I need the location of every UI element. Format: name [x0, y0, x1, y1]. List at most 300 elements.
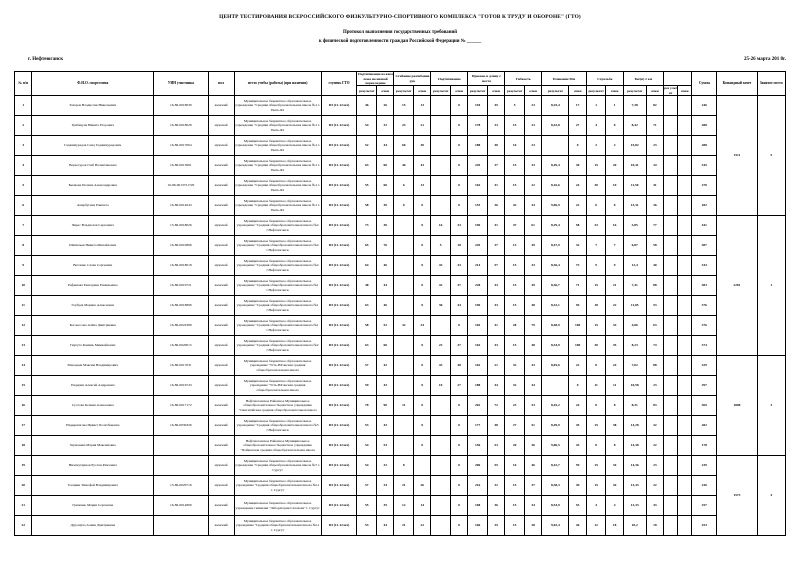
- cell-event-value-11: 32: [569, 236, 586, 256]
- cell-sex: женский: [208, 296, 234, 316]
- cell-name: Заушанева Мария Максимовна: [32, 436, 154, 456]
- cell-event-value-1: 43: [377, 376, 394, 396]
- cell-index: 13: [15, 336, 32, 356]
- cell-event-value-17: [678, 516, 692, 536]
- table-row: [15, 416, 786, 436]
- cell-org: Муниципальное бюджетное образовательное учреждение "Средняя общеобразовательная школа №1 г. Пыть-Ях: [234, 116, 321, 136]
- cell-step: III (11-12лет): [321, 496, 357, 516]
- cell-event-value-14: 7,41: [623, 276, 646, 296]
- cell-event-value-16: [664, 316, 678, 336]
- cell-event-value-13: 22: [606, 296, 623, 316]
- cell-index: 11: [15, 296, 32, 316]
- cell-event-value-10: 8,32,1: [542, 296, 569, 316]
- cell-uin: 16-86-0022389: [154, 316, 208, 336]
- cell-event-value-17: [678, 236, 692, 256]
- sub-pts-7: очки: [646, 86, 663, 96]
- cell-step: III (11-12лет): [321, 456, 357, 476]
- cell-event-value-9: 61: [524, 216, 541, 236]
- cell-index: 22: [15, 516, 32, 536]
- cell-event-value-16: [664, 476, 678, 496]
- cell-step: III (11-12лет): [321, 316, 357, 336]
- cell-event-value-3: 0: [414, 216, 431, 236]
- cell-event-value-10: 8,36,7: [542, 276, 569, 296]
- cell-event-value-12: 33: [586, 216, 606, 236]
- cell-event-value-14: 10,2: [623, 516, 646, 536]
- cell-event-value-17: [678, 276, 692, 296]
- cell-event-value-7: 41: [487, 216, 504, 236]
- cell-event-value-12: 1: [586, 96, 606, 116]
- cell-event-value-9: 48: [524, 336, 541, 356]
- cell-event-value-4: [431, 496, 451, 516]
- cell-event-value-17: [678, 376, 692, 396]
- cell-event-value-3: 0: [414, 396, 431, 416]
- cell-event-value-13: 34: [606, 456, 623, 476]
- cell-event-value-3: [414, 456, 431, 476]
- cell-event-value-10: 9,02,4: [542, 516, 569, 536]
- cell-uin: 16-86-0018029: [154, 116, 208, 136]
- cell-event-value-13: 11: [606, 376, 623, 396]
- cell-event-value-11: 0: [569, 136, 586, 156]
- cell-name: Гриченко Мария Сергеевна: [32, 496, 154, 516]
- cell-event-value-7: 41: [487, 316, 504, 336]
- cell-event-value-16: [664, 156, 678, 176]
- cell-event-value-2: [394, 416, 414, 436]
- cell-event-value-7: 37: [487, 156, 504, 176]
- cell-event-value-9: 53: [524, 396, 541, 416]
- cell-event-value-2: 21: [394, 516, 414, 536]
- table-row: [15, 356, 786, 376]
- cell-event-value-8: 32: [505, 376, 525, 396]
- cell-event-value-4: 43: [431, 256, 451, 276]
- cell-event-value-0: 58: [357, 196, 377, 216]
- table-row: [15, 376, 786, 396]
- cell-event-value-8: 15: [505, 336, 525, 356]
- cell-step: III (11-12лет): [321, 416, 357, 436]
- cell-event-value-1: 46: [377, 256, 394, 276]
- cell-event-value-7: 43: [487, 336, 504, 356]
- cell-sum: 253: [692, 516, 717, 536]
- cell-event-value-10: 8,45,2: [542, 396, 569, 416]
- cell-event-value-4: [431, 116, 451, 136]
- cell-event-value-5: 0: [450, 476, 467, 496]
- cell-event-value-14: 7,38: [623, 96, 646, 116]
- cell-event-value-2: [394, 356, 414, 376]
- sub-res-3: результат: [468, 86, 488, 96]
- cell-event-value-4: 43: [431, 356, 451, 376]
- cell-event-value-5: 44: [450, 296, 467, 316]
- cell-event-value-8: 20: [505, 436, 525, 456]
- cell-org: Муниципальное бюджетное образовательное учреждение "Средняя общеобразовательная школа №1 г. Пыть-Ях: [234, 196, 321, 216]
- cell-event-value-5: 0: [450, 416, 467, 436]
- cell-event-value-0: 54: [357, 116, 377, 136]
- cell-event-value-13: 16: [606, 216, 623, 236]
- cell-event-value-2: [394, 296, 414, 316]
- col-sum: Сумма: [692, 72, 717, 96]
- cell-sex: мужской: [208, 116, 234, 136]
- cell-name: Амербугина Равшета: [32, 196, 154, 216]
- cell-event-value-15: 23: [646, 136, 663, 156]
- cell-event-value-11: 0: [569, 376, 586, 396]
- col-event-8: [664, 72, 692, 86]
- cell-event-value-17: [678, 396, 692, 416]
- cell-index: 14: [15, 356, 32, 376]
- cell-event-value-1: 44: [377, 276, 394, 296]
- cell-sex: мужской: [208, 216, 234, 236]
- cell-event-value-14: 7,02: [623, 356, 646, 376]
- cell-event-value-17: [678, 416, 692, 436]
- document-page: [0, 14, 800, 580]
- cell-event-value-10: 8,34,9: [542, 336, 569, 356]
- cell-event-value-6: 196: [468, 216, 488, 236]
- table-row: [15, 216, 786, 236]
- cell-sum: 288: [692, 116, 717, 136]
- table-head: [15, 72, 786, 96]
- cell-event-value-9: 37: [524, 476, 541, 496]
- cell-event-value-10: 9,06,5: [542, 436, 569, 456]
- cell-event-value-14: 4,06: [623, 316, 646, 336]
- cell-event-value-4: [431, 436, 451, 456]
- cell-event-value-3: 0: [414, 356, 431, 376]
- cell-event-value-10: 8,36,4: [542, 256, 569, 276]
- cell-event-value-4: 5: [431, 236, 451, 256]
- cell-event-value-3: 34: [414, 316, 431, 336]
- cell-event-value-11: 45: [569, 416, 586, 436]
- cell-event-value-1: 43: [377, 416, 394, 436]
- cell-event-value-16: [664, 116, 678, 136]
- cell-event-value-4: [431, 196, 451, 216]
- cell-sex: женский: [208, 156, 234, 176]
- cell-sex: мужской: [208, 256, 234, 276]
- cell-name: Захаров Владислав Николаевич: [32, 96, 154, 116]
- cell-event-value-3: 30: [414, 136, 431, 156]
- cell-event-value-8: 28: [505, 316, 525, 336]
- cell-event-value-9: 28: [524, 516, 541, 536]
- cell-uin: 16-86-0014043: [154, 196, 208, 216]
- cell-uin: 13-86-0018026: [154, 216, 208, 236]
- cell-event-value-7: 45: [487, 96, 504, 116]
- cell-name: Падерин Алексей Андреевич: [32, 376, 154, 396]
- header-row-top: [15, 72, 786, 86]
- cell-event-value-13: 1: [606, 96, 623, 116]
- cell-event-value-2: [394, 436, 414, 456]
- cell-event-value-0: 54: [357, 456, 377, 476]
- col-uin: УИН участника: [154, 72, 208, 96]
- cell-event-value-16: [664, 236, 678, 256]
- cell-uin: 16-86-0010866: [154, 236, 208, 256]
- cell-event-value-13: 2: [606, 136, 623, 156]
- cell-event-value-7: 57: [487, 256, 504, 276]
- cell-event-value-14: 12,33: [623, 496, 646, 516]
- cell-step: III (11-12лет): [321, 156, 357, 176]
- cell-event-value-14: 14,36: [623, 456, 646, 476]
- cell-event-value-1: 26: [377, 96, 394, 116]
- cell-sex: мужской: [208, 336, 234, 356]
- cell-index: 19: [15, 456, 32, 476]
- cell-event-value-14: 6,87: [623, 236, 646, 256]
- cell-event-value-2: 12: [394, 496, 414, 516]
- cell-sex: женский: [208, 396, 234, 416]
- table-row: [15, 276, 786, 296]
- cell-event-value-15: 22: [646, 436, 663, 456]
- cell-sex: женский: [208, 516, 234, 536]
- table-row: [15, 136, 786, 156]
- cell-step: III (11-12лет): [321, 96, 357, 116]
- cell-event-value-1: 44: [377, 516, 394, 536]
- cell-event-value-16: [664, 196, 678, 216]
- cell-event-value-10: 8,05,6: [542, 356, 569, 376]
- cell-sex: женский: [208, 276, 234, 296]
- cell-event-value-5: 43: [450, 256, 467, 276]
- cell-event-value-3: 0: [414, 236, 431, 256]
- cell-event-value-12: 30: [586, 336, 606, 356]
- date-label: 25-26 марта 201 8г.: [744, 57, 786, 63]
- cell-index: 15: [15, 376, 32, 396]
- cell-event-value-11: 22: [569, 196, 586, 216]
- cell-event-value-0: 46: [357, 96, 377, 116]
- cell-org: Муниципальное бюджетное образовательное учреждение "Средняя общеобразовательная школа №1 г.Нефтеюганск: [234, 296, 321, 316]
- cell-event-value-15: 88: [646, 276, 663, 296]
- table-row: [15, 196, 786, 216]
- table-row: [15, 96, 786, 116]
- cell-event-value-15: 41: [646, 176, 663, 196]
- cell-event-value-9: 79: [524, 316, 541, 336]
- cell-event-value-5: 18: [450, 236, 467, 256]
- cell-event-value-7: 33: [487, 116, 504, 136]
- cell-event-value-5: 37: [450, 336, 467, 356]
- cell-event-value-10: 8,42,7: [542, 456, 569, 476]
- cell-event-value-9: 49: [524, 236, 541, 256]
- cell-event-value-15: 23: [646, 376, 663, 396]
- cell-event-value-8: 32: [505, 356, 525, 376]
- cell-sex: женский: [208, 416, 234, 436]
- cell-event-value-9: 33: [524, 256, 541, 276]
- cell-event-value-16: [664, 356, 678, 376]
- cell-event-value-13: 21: [606, 276, 623, 296]
- cell-event-value-13: 38: [606, 416, 623, 436]
- cell-event-value-2: 24: [394, 116, 414, 136]
- cell-event-value-6: 214: [468, 256, 488, 276]
- cell-event-value-17: [678, 196, 692, 216]
- cell-event-value-8: 5: [505, 96, 525, 116]
- subtitle-line-2: к физической подготовленности граждан Российской Федерации № ______: [318, 39, 482, 45]
- cell-uin: 16-86-0018030: [154, 96, 208, 116]
- cell-event-value-17: [678, 116, 692, 136]
- cell-event-value-1: 44: [377, 136, 394, 156]
- cell-event-value-12: 15: [586, 456, 606, 476]
- cell-event-value-8: 15: [505, 296, 525, 316]
- cell-event-value-7: 40: [487, 136, 504, 156]
- cell-event-value-3: 0: [414, 256, 431, 276]
- cell-event-value-1: 90: [377, 396, 394, 416]
- cell-name: Шапильев Никита Михайлович: [32, 236, 154, 256]
- cell-event-value-15: 34: [646, 156, 663, 176]
- cell-event-value-11: 46: [569, 516, 586, 536]
- cell-uin: 16-86-0013991: [154, 156, 208, 176]
- cell-event-value-7: 36: [487, 496, 504, 516]
- cell-org: Муниципальное бюджетное образовательное учреждение "Средняя общеобразовательная школа №4 г.Нефтеюганск: [234, 236, 321, 256]
- cell-event-value-3: 14: [414, 496, 431, 516]
- cell-step: III (11-12лет): [321, 336, 357, 356]
- cell-event-value-5: 33: [450, 216, 467, 236]
- cell-index: 5: [15, 176, 32, 196]
- cell-event-value-7: 44: [487, 376, 504, 396]
- cell-event-value-14: 3,85: [623, 216, 646, 236]
- cell-event-value-6: 153: [468, 196, 488, 216]
- cell-event-value-2: 8: [394, 456, 414, 476]
- cell-org: Нефтеюганское Районное Муниципальное общеобразовательное бюджетное учреждение "Пойковская средняя общеобразовательная школа: [234, 436, 321, 456]
- cell-uin: [154, 436, 208, 456]
- col-event-6: Стрельба: [586, 72, 623, 86]
- cell-event-value-5: 48: [450, 356, 467, 376]
- cell-event-value-7: 53: [487, 436, 504, 456]
- col-place: Занятое место: [757, 72, 786, 96]
- cell-event-value-5: 0: [450, 396, 467, 416]
- cell-event-value-8: 15: [505, 256, 525, 276]
- sub-pts-6: очки: [606, 86, 623, 96]
- cell-team-place: 1: [757, 216, 786, 356]
- cell-step: III (11-12лет): [321, 116, 357, 136]
- cell-event-value-11: 53: [569, 496, 586, 516]
- cell-sum: 178: [692, 436, 717, 456]
- cell-event-value-9: 43: [524, 356, 541, 376]
- cell-sex: мужской: [208, 236, 234, 256]
- cell-sex: мужской: [208, 376, 234, 396]
- cell-event-value-16: [664, 256, 678, 276]
- cell-event-value-15: 58: [646, 236, 663, 256]
- cell-index: 8: [15, 236, 32, 256]
- cell-event-value-0: 63: [357, 336, 377, 356]
- cell-event-value-10: [542, 376, 569, 396]
- cell-event-value-5: 0: [450, 456, 467, 476]
- cell-event-value-16: [664, 136, 678, 156]
- cell-name: Суслова Ксения Алексеевна: [32, 396, 154, 416]
- cell-event-value-11: 73: [569, 256, 586, 276]
- cell-index: 21: [15, 496, 32, 516]
- cell-event-value-13: 44: [606, 476, 623, 496]
- cell-event-value-16: [664, 436, 678, 456]
- cell-index: 1: [15, 96, 32, 116]
- cell-event-value-1: 76: [377, 236, 394, 256]
- cell-index: 16: [15, 396, 32, 416]
- cell-step: III (11-12лет): [321, 396, 357, 416]
- col-event-3: Прыжок в длину с места: [468, 72, 505, 86]
- cell-event-value-5: 37: [450, 276, 467, 296]
- cell-event-value-13: 18: [606, 516, 623, 536]
- cell-sex: женский: [208, 196, 234, 216]
- cell-event-value-2: 11: [394, 396, 414, 416]
- cell-event-value-12: 18: [586, 296, 606, 316]
- cell-event-value-4: [431, 476, 451, 496]
- cell-event-value-17: [678, 176, 692, 196]
- cell-event-value-17: [678, 136, 692, 156]
- cell-event-value-7: 41: [487, 176, 504, 196]
- cell-event-value-6: 188: [468, 136, 488, 156]
- cell-event-value-1: 53: [377, 436, 394, 456]
- cell-event-value-16: [664, 336, 678, 356]
- cell-uin: 16-86-0017004: [154, 136, 208, 156]
- cell-uin: 16-86-0016743: [154, 376, 208, 396]
- cell-event-value-15: 23: [646, 456, 663, 476]
- cell-team-place: 4: [757, 456, 786, 536]
- cell-uin: 16-86-0014800: [154, 496, 208, 516]
- cell-sex: мужской: [208, 356, 234, 376]
- cell-event-value-10: 8,16,6: [542, 176, 569, 196]
- cell-event-value-13: 20: [606, 156, 623, 176]
- cell-team-score: 1511: [717, 96, 757, 216]
- cell-team-place: 3: [757, 356, 786, 456]
- cell-event-value-13: 33: [606, 316, 623, 336]
- cell-index: 3: [15, 136, 32, 156]
- cell-event-value-2: [394, 276, 414, 296]
- cell-sum: 288: [692, 136, 717, 156]
- cell-event-value-12: 4: [586, 496, 606, 516]
- cell-step: III (11-12лет): [321, 136, 357, 156]
- cell-event-value-0: 48: [357, 276, 377, 296]
- table-row: [15, 316, 786, 336]
- cell-event-value-3: 0: [414, 336, 431, 356]
- cell-team-score: 2281: [717, 216, 757, 356]
- cell-sum: 441: [692, 216, 717, 236]
- cell-event-value-8: 47: [505, 216, 525, 236]
- cell-event-value-13: 10: [606, 176, 623, 196]
- cell-event-value-8: 15: [505, 516, 525, 536]
- cell-event-value-14: 15,82: [623, 136, 646, 156]
- cell-event-value-11: 30: [569, 156, 586, 176]
- cell-event-value-17: [678, 456, 692, 476]
- table-row: [15, 156, 786, 176]
- cell-org: Муниципальное бюджетное образовательное учреждение "Средняя общеобразовательная школа №3 г.Нефтеюганск: [234, 416, 321, 436]
- cell-org: Муниципальное бюджетное образовательное учреждение "Средняя общеобразовательная школа №1 г.Нефтеюганск: [234, 276, 321, 296]
- cell-event-value-0: 57: [357, 476, 377, 496]
- sub-res-5: результат: [542, 86, 569, 96]
- cell-event-value-5: 0: [450, 96, 467, 116]
- cell-org: Муниципальное бюджетное образовательное учреждение "Средняя общеобразовательная школа №4 г.Нефтеюганск: [234, 216, 321, 236]
- cell-name: Ветошко Слава Сергеевич: [32, 256, 154, 276]
- cell-name: Рефимова Екатерина Рамильевна: [32, 276, 154, 296]
- cell-event-value-7: 55: [487, 456, 504, 476]
- cell-event-value-2: 15: [394, 96, 414, 116]
- sub-pts-5: очки: [569, 86, 586, 96]
- cell-step: III (11-12лет): [321, 376, 357, 396]
- cell-sum: 282: [692, 416, 717, 436]
- cell-event-value-16: [664, 496, 678, 516]
- cell-org: Муниципальное бюджетное образовательное учреждение "Средняя общеобразовательная школа №7 г. Сургут: [234, 456, 321, 476]
- cell-event-value-3: 0: [414, 276, 431, 296]
- cell-event-value-10: 8,29,4: [542, 216, 569, 236]
- cell-uin: 16-86-0017172: [154, 396, 208, 416]
- cell-step: III (11-12лет): [321, 516, 357, 536]
- cell-event-value-5: 27: [450, 376, 467, 396]
- cell-sex: женский: [208, 436, 234, 456]
- cell-event-value-5: 0: [450, 316, 467, 336]
- sub-res-8: рез ульт ат: [664, 86, 678, 95]
- cell-sex: женский: [208, 176, 234, 196]
- cell-sum: 374: [692, 336, 717, 356]
- cell-event-value-17: [678, 436, 692, 456]
- cell-event-value-13: 4: [606, 496, 623, 516]
- cell-event-value-1: 46: [377, 296, 394, 316]
- cell-org: Муниципальное бюджетное образовательное учреждение "Средняя общеобразовательная школа №1 г. Пыть-Ях: [234, 136, 321, 156]
- cell-event-value-6: 228: [468, 276, 488, 296]
- sub-pts-8: очки: [678, 86, 692, 96]
- cell-event-value-10: 8,25,4: [542, 96, 569, 116]
- cell-event-value-2: [394, 336, 414, 356]
- col-team: Командный зачет: [717, 72, 757, 96]
- table-row: [15, 176, 786, 196]
- col-sex: пол: [208, 72, 234, 96]
- cell-event-value-1: 52: [377, 316, 394, 336]
- cell-event-value-8: 15: [505, 276, 525, 296]
